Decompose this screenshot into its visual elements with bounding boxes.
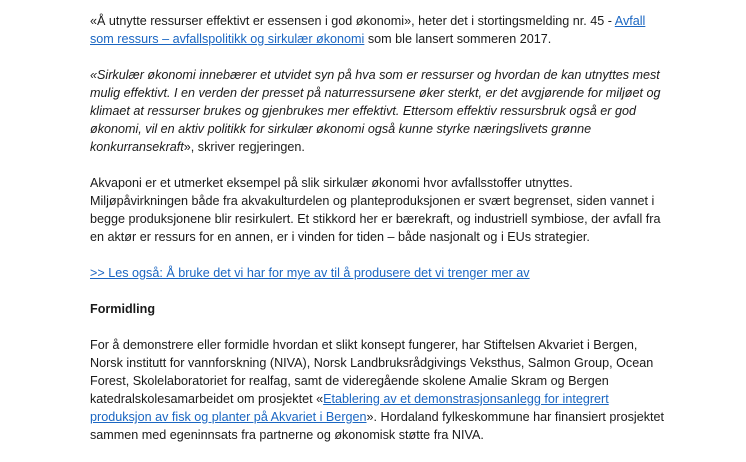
intro-text: «Å utnytte ressurser effektivt er essensen i god økonomi», heter det i stortingsmelding nr. 45 - (90, 14, 615, 28)
document-page (90, 12, 670, 462)
section-heading-formidling: Formidling (90, 302, 156, 316)
government-quote: «Sirkulær økonomi innebærer et utvidet syn på hva som er ressurser og hvordan de kan utnyttes mest mulig effektivt. I en verden der presset på naturressursene øker sterkt, er det avgjørende for miljøet og klimaet at ressurser brukes og gjenbrukes mer effektivt. Ettersom effektiv ressursbruk også er god økonomi, vil en aktiv politikk for sirkulær økonomi også kunne styrke næringslivets grønne konkurransekraft (90, 68, 661, 154)
quote-attribution: », skriver regjeringen. (183, 140, 305, 154)
link-demonstrasjonsanlegg[interactable]: Etablering av et demonstrasjonsanlegg for integrert produksjon av fisk og planter på Akvariet i Bergen (90, 392, 609, 424)
formidling-text: For å demonstrere eller formidle hvordan et slikt konsept fungerer, har Stiftelsen Akvariet i Bergen, Norsk institutt for vannforskning (NIVA), Norsk Landbruksrådgivings Veksthus, Salmon Group, Ocean Forest, Skolelaboratoriet for realfag, samt de videregående skolene Amalie Skram og Bergen katedralskolesamarbeidet om prosjektet « (90, 338, 654, 406)
link-read-also[interactable]: >> Les også: Å bruke det vi har for mye av til å produsere det vi trenger mer av (90, 266, 530, 280)
intro-text-end: som ble lansert sommeren 2017. (364, 32, 552, 46)
paragraph-quote (90, 66, 670, 156)
paragraph-formidling (90, 336, 670, 444)
paragraph-read-also (90, 264, 670, 282)
paragraph-akvaponi: Akvaponi er et utmerket eksempel på slik sirkulær økonomi hvor avfallsstoffer utnyttes. Miljøpåvirkningen både fra akvakulturdelen og planteproduksjonen er svært begrenset, siden vannet i begge produksjonene blir resirkulert. Et stikkord her er bærekraft, og industriell symbiose, der avfall fra en aktør er ressurs for en annen, er i vinden for tiden – både nasjonalt og i EUs strategier. (90, 176, 661, 244)
paragraph-intro (90, 12, 670, 48)
link-avfall-som-ressurs[interactable]: Avfall som ressurs – avfallspolitikk og sirkulær økonomi (90, 14, 646, 46)
formidling-text-end: ». Hordaland fylkeskommune har finansiert prosjektet sammen med egeninnsats fra partnerne og økonomisk støtte fra NIVA. (90, 410, 665, 442)
